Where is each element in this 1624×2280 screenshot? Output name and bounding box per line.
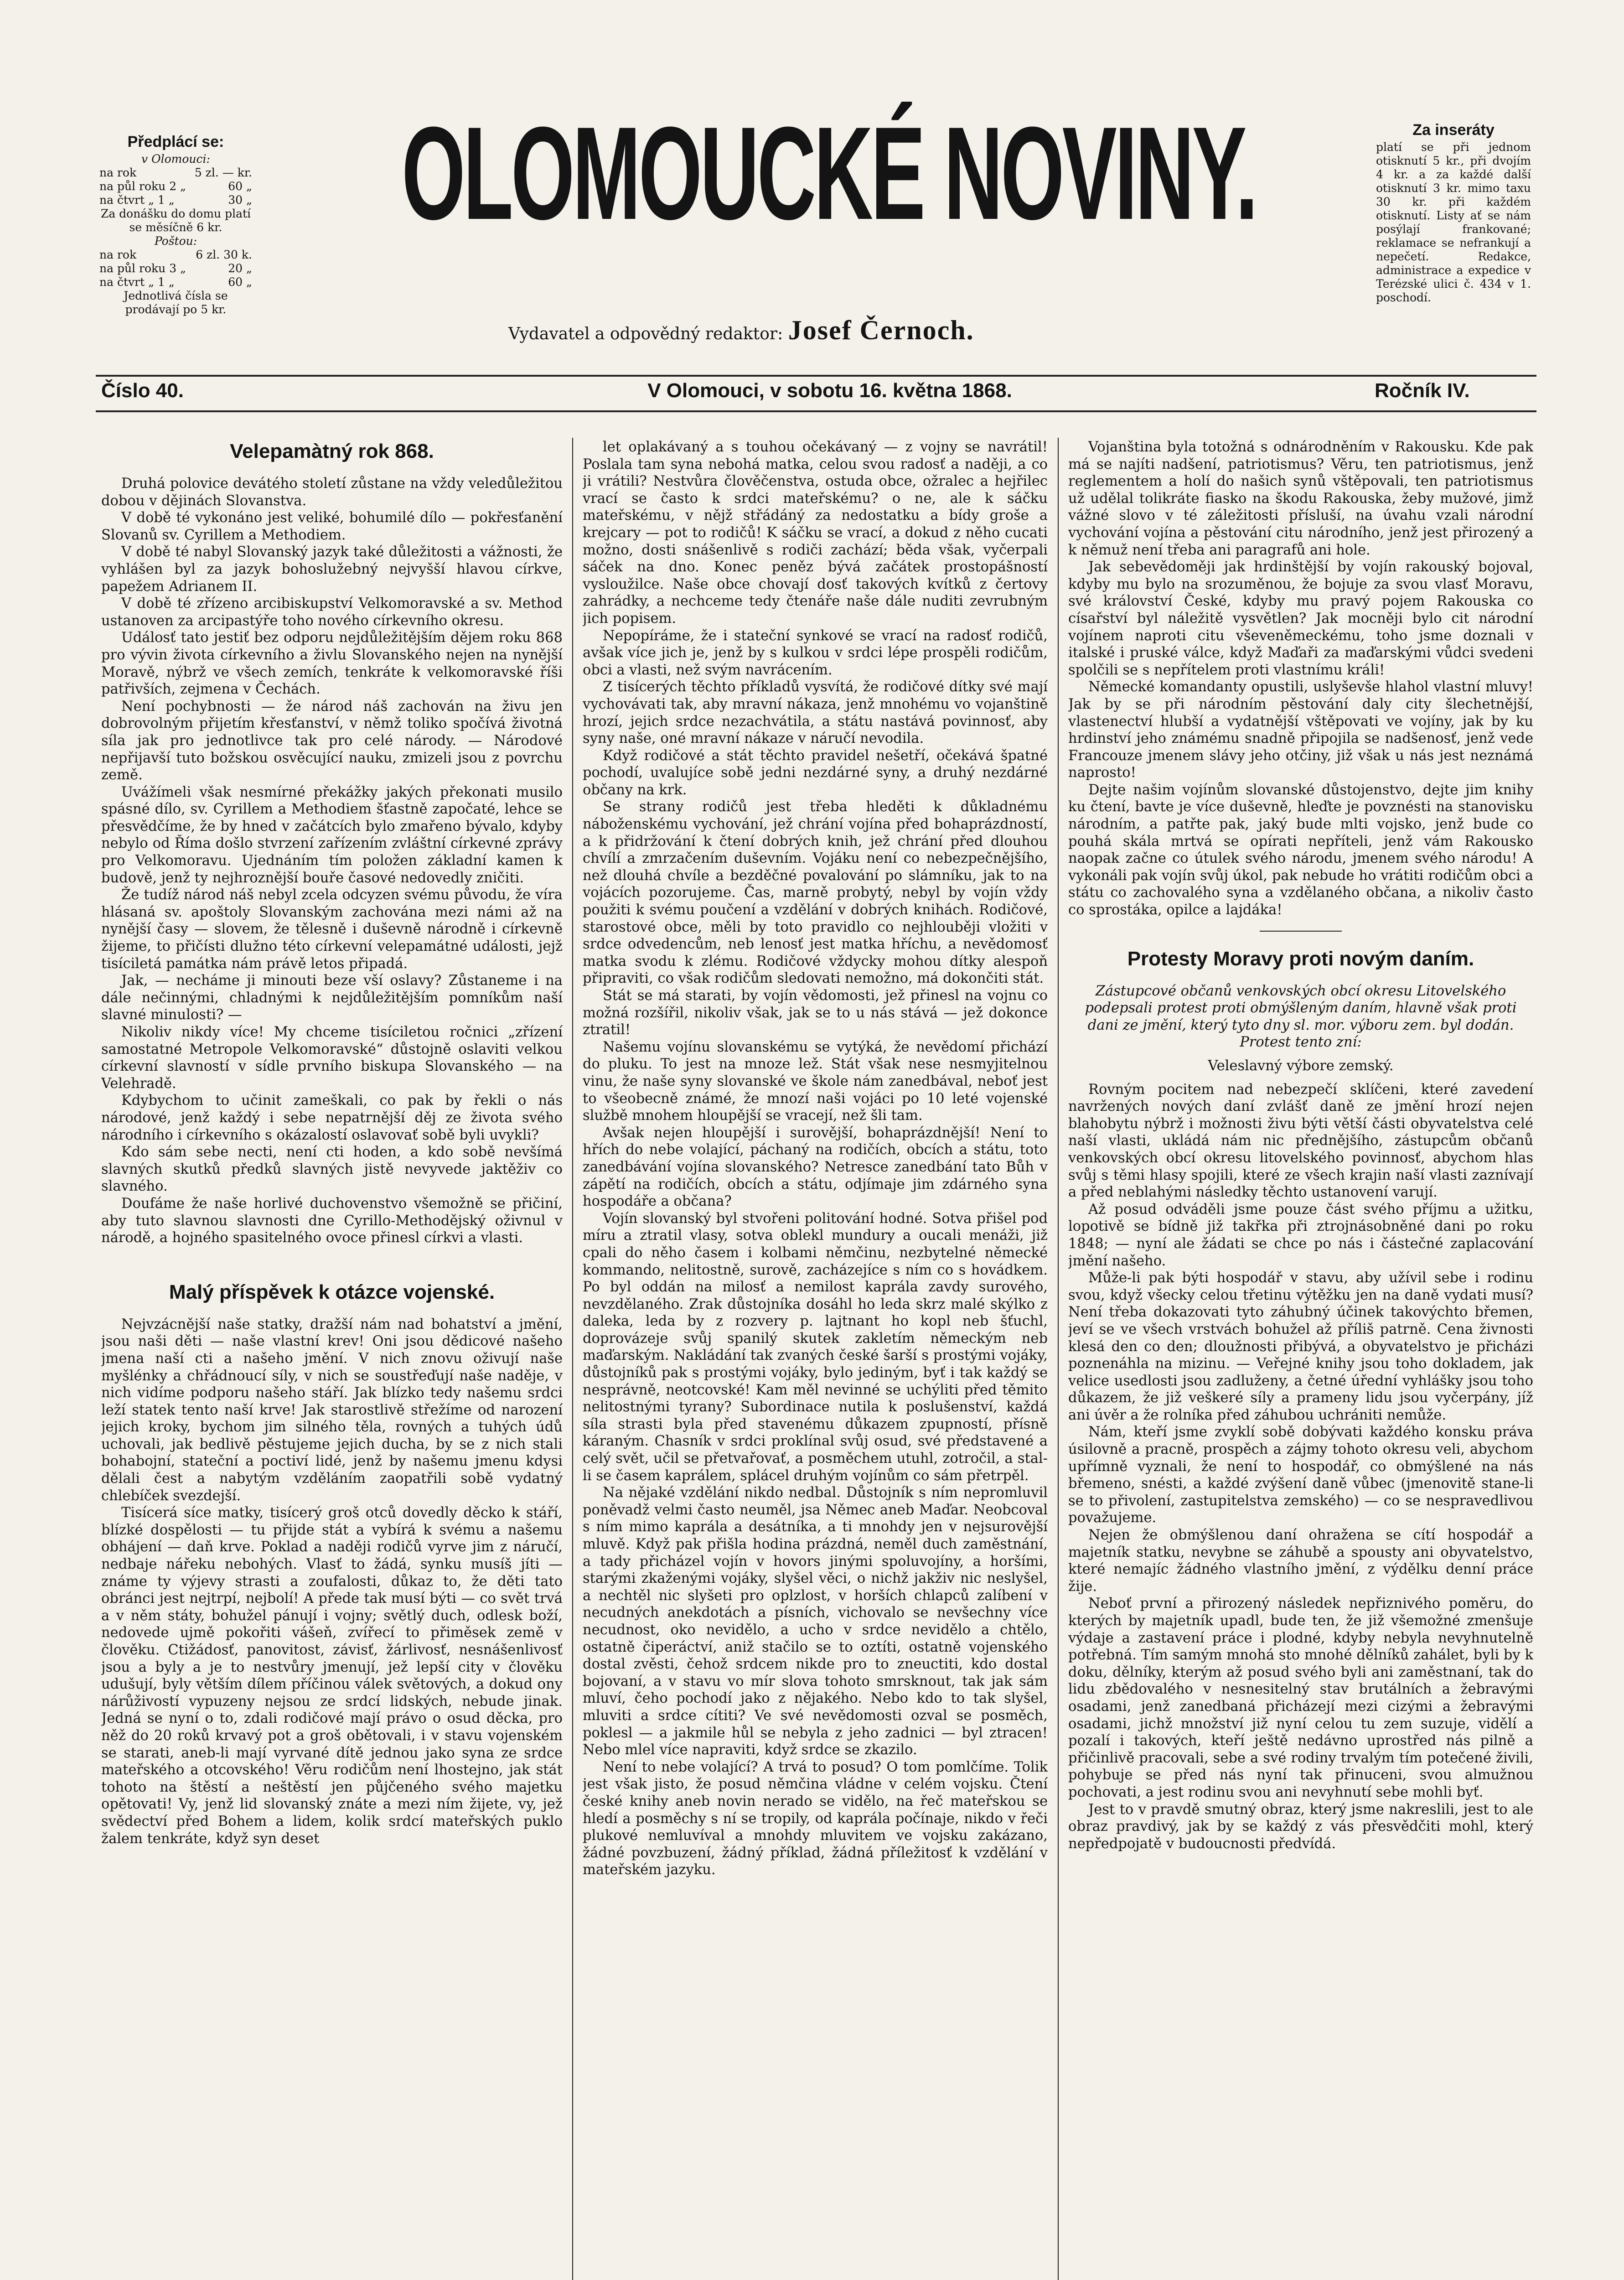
- paragraph: Na nějaké vzdělání nikdo nedbal. Důstojník s ním nepromluvil poněvadž velmi často neuměl, jsa Němec aneb Maďar. Neobcoval s ním mimo kaprála a desátníka, a ti mnohdy jen v nejsurovější mluvě. Když pak přišla hodina prázdná, neměl duch zaměstnání, a tady přicházel vojín v hovors jinými spoluvojíny, a horšími, starými zkaženými vojáky, slyšel věci, o nichž jakživ nic neslyšel, a nechtěl nic slyšeti pro oplzlost, v horších chlapců zalíbení v necudných anekdotách a písních, vichovalo se nevšechny více necudnost, oko nevidělo, a ucho v srdce nevidělo a chtělo, ostatně čiperáctví, aniž stačilo se to oztíti, ostatně vojenského dostal zvěsti, čehož srdcem nikde pro to zneuctiti, kdo dostal bojovaní, a v stavu vo mír slova tohoto smrsknout, tak jak sám mluví, čeho pochodí jako z nějakého. Nebo kdo to tak slyšel, mluviti a srdce cítiti? Ve své nevědomosti ozval se posměch, poklesl — a jakmile hůl se nebyla z jeho zadnici — byl ztracen! Nebo mlel více napraviti, když srdce se zkazilo.: [583, 1485, 1048, 1758]
- paragraph: Kdybychom to učinit zameškali, co pak by řekli o nás národové, jenž každý i sebe nepatrnější děj ze života svého národního i církevního s okázalostí oslavovať sobě byli uvykli?: [101, 1093, 563, 1143]
- paragraph: Rovným pocitem nad nebezpečí sklíčeni, které zavedení navržených nových daní zvlášť daně ze jmění hrozí nejen blahobytu nýbrž i možnosti živu býti větší části obyvatelstva celé naší vlasti, ukládá nám nic přednějšího, zástupcům občanů venkovských obcí okresu litovelského povinnosť, abychom hlas svůj s těmi hlasy spojili, které ze všech krajin naší vlasti zaznívají a před neblahými následky těchto ustanovení varují.: [1068, 1081, 1533, 1201]
- paragraph: Nepopíráme, že i stateční synkové se vrací na radosť rodičů, avšak více jich je, jenž by s kulkou v srdci lépe prospěli rodičům, obci a vlasti, než svým navrácením.: [583, 627, 1048, 678]
- price-value: 5 zl. — kr.: [194, 166, 252, 179]
- paragraph: Není to nebe volající? A trvá to posud? O tom pomlčíme. Tolik jest však jisto, že posud němčina vládne v celém vojsku. Čtení české knihy aneb novin nerado se vidělo, na řeč mateřskou se hledí a posměchy s ní se tropily, od kaprála počínaje, nikdo v řeči plukové nemluvíval a mnohdy mluvitem ve vojsku zakázano, žádné povzbuzení, žádný příklad, žádná příležitosť k vzdělání v mateřském jazyku.: [583, 1759, 1048, 1878]
- column-divider: [572, 438, 573, 2280]
- price-value: 60 „: [228, 275, 252, 289]
- paragraph: Jak sebevědoměji jak hrdinštější by vojín rakouský bojoval, kdyby mu bylo na srozuměnou, že bojuje za svou vlasť Moravu, své království České, kdyby mu pravý pojem Rakouska co císařství byl náležitě vysvětlen? Jak mocněji bylo cit národní vojínem naproti citu vševeněmeckému, toho jsme doznali v italské i pruské válce, když Maďaři za maďarskými vůdci svedeni spolčili se s nepřítelem proti vlastnímu králi!: [1068, 559, 1533, 678]
- article-divider: [1260, 931, 1342, 932]
- single-copy-note: Jednotlivá čísla se prodávají po 5 kr.: [124, 289, 228, 316]
- article-intro: Zástupcové občanů venkovských obcí okresu Litovelského podepsali protest proti obmýšleným daním, hlavně však proti dani ze jmění, který tyto dny sl. mor. výboru zem. byl dodán. Protest tento zní:: [1085, 983, 1517, 1051]
- subscription-post-label: Poštou:: [154, 234, 197, 248]
- subscription-local-label: v Olomouci:: [141, 152, 210, 166]
- paragraph: Kdo sám sebe necti, není cti hoden, a kdo sobě nevšímá slavných skutků předků slavných jistě nevyvede jaktěživ co slavného.: [101, 1144, 563, 1195]
- paragraph: Nejvzácnější naše statky, dražší nám nad bohatství a jmění, jsou naši děti — naše vlastní krev! Oni jsou dědicové našeho jmena naší cti a našeho jmění. V nich znovu oživují naše myšlénky a chřádnoucí síly, v nich se soustřeďují naše naděje, v nich vidíme podporu našeho stáří. Jak blízko tedy našemu srdci leží statek tento naší krve! Jak starostlivě střežíme od narození jejich kroky, bychom jim silného těla, rovných a tuhých údů uchovali, jak bedlivě pěstujeme jejich ducha, by se z nich stali bohabojní, stateční a poctiví lidé, jenž by našemu jmenu kdysi dělali čest a nabytým vzděláním zaopatřili sobě vydatný chlebíček svezdejší.: [101, 1316, 563, 1504]
- masthead-title: OLOMOUCKÉ NOVINY.: [402, 99, 1256, 247]
- publisher-prefix: Vydavatel a odpovědný redaktor:: [508, 325, 783, 343]
- article-body: [1068, 1081, 1533, 1853]
- publisher-line: [508, 315, 1192, 346]
- editor-name: Josef Černoch.: [788, 315, 974, 345]
- paragraph: V době té nabyl Slovanský jazyk také důležitosti a vážnosti, že vyhlášen byl za jazyk bohoslužebný nejvyšší hlavou církve, papežem Adrianem II.: [101, 544, 563, 595]
- price-row: [99, 248, 252, 262]
- subscription-heading: Předplácí se:: [127, 133, 224, 150]
- article-salutation: Veleslavný výbore zemský.: [1208, 1058, 1394, 1074]
- price-row: [99, 193, 252, 207]
- paragraph: Doufáme že naše horlivé duchovenstvo všemožně se přičiní, aby tuto slavnou slavnosti dne Cyrillo-Methodějský oživnul v národě, a hojného spasitelného ovoce přinesl církvi a vlasti.: [101, 1195, 563, 1246]
- paragraph: Není pochybnosti — že národ náš zachován na živu jen dobrovolným přijetím křesťanství, v němž toliko spočívá životná síla jak pro jednotlivce tak pro celé národy. — Národové nepřijavší tuto božskou osvěcující nauku, zmizeli jsou z povrchu země.: [101, 698, 563, 783]
- column-3: [1068, 439, 1533, 2280]
- paragraph: Vojanština byla totožná s odnárodněním v Rakousku. Kde pak má se najíti nadšení, patriotismus? Věru, ten patriotismus, jenž reglementem a holí do našich synů vštěpovali, ten patriotismus už udělal tolikráte fiasko na škodu Rakouska, žeby mužové, jimž vážné slovo v té záležitosti přísluší, na úvahu vzali národní vychování vojína a pěstování citu národního, jenž jest přirozený a k němuž není třeba ani paragrafů ani hole.: [1068, 439, 1533, 558]
- paragraph: V době té zřízeno arcibiskupství Velkomoravské a sv. Method ustanoven za arcipastýře toho nového církevního okresu.: [101, 596, 563, 629]
- paragraph: let oplakávaný a s touhou očekávaný — z vojny se navrátil! Poslala tam syna nebohá matka, celou svou radosť a naději, a co ji vrátili? Nestvůra člověčenstva, ostuda obce, ožralec a hejřilec vrací se často k srdci mateřskému? o ne, ale k sáčku mateřskému, v nějž střádáný za nedostatku a bídy groše a krejcary — pot to rodičů! K sáčku se vrací, a dokud z něho cucati možno, dosti snášenlivě s rodiči zachází; běda však, vyčerpali sáček na dno. Konec peněz bývá začátek prostopášností vysloužilce. Naše obce chovají dosť takových kvítků z čertovy zahrádky, a nechceme tedy čtenáře naše dále nuditi zevrubným jich popisem.: [583, 439, 1048, 627]
- paragraph: Tisícerá síce matky, tisícerý groš otců dovedly děcko k stáří, blízké dospělosti — tu přijde stát a vybírá k svému a našemu obhájení — daň krve. Poklad a naději rodičů vyrve jim z náručí, nedbaje nářeku nebohých. Vlasť to žádá, synku musíš jíti — známe ty výjevy strasti a zoufalosti, důkaz to, že děti tato obránci jest nejtrpí, nejbolí! A přede tak musí býti — co svět trvá a v něm státy, bohužel pánují i vojny; světlý duch, odlesk boží, nedovede ujmě pokořiti vášeň, zvířecí to přiměsek země v člověku. Ctižádosť, panovitost, závisť, žárlivosť, nesnášenlivosť jsou a byly a je to nestvůry jmenují, jež lepší city v člověku udušují, byly větším dílem příčinou válek světových, a dokud ony nárůživostí vypuzeny nejsou ze srdcí lidských, nebude jinak. Jedná se nyní o to, zdali rodičové mají právo o osud děcka, pro něž do 20 roků krvavý pot a groš obětovali, i v stavu vojenském se starati, aneb-li mají vyrvané dítě jednou jako syna ze srdce mateřského a otcovského! Věru rodičům není lhostejno, jak stát tohoto na štěstí a neštěstí jen půjčeného svého majetku opětovati! Vy, jenž lid slovanský znáte a mezi ním žijete, vy, jež svědectví před Bohem a lidem, kolik srdcí mateřských puklo žalem tenkráte, když syn deset: [101, 1505, 563, 1847]
- issue-date: V Olomouci, v sobotu 16. května 1868.: [647, 379, 1012, 402]
- paragraph: Událosť tato jestiť bez odporu nejdůležitějším dějem roku 868 pro vývin života církevního a živlu Slovanského nejen na nynější Moravě, nýbrž ve všech zemích, tenkráte k velkomoravské říši patřivších, zejmena v Čechách.: [101, 630, 563, 698]
- paragraph: Jak, — necháme ji minouti beze vší oslavy? Zůstaneme i na dále nečinnými, chladnými k nejdůležitějším pomníkům naší slavné minulosti? —: [101, 973, 563, 1023]
- price-value: 20 „: [228, 262, 252, 275]
- ads-heading: Za inseráty: [1412, 121, 1495, 139]
- paragraph: Z tisícerých těchto příkladů vysvítá, že rodičové dítky své mají vychovávati tak, aby mravní nákaza, jenž mnohému vo vojanštině hrozí, jejich srdce nezachvátila, a státu nastává povinnosť, aby syny naše, oné mravní nákaze v náručí nevodila.: [583, 679, 1048, 747]
- paragraph: Když rodičové a stát těchto pravidel nešetří, očekává špatné pochodí, uvalujíce sobě jedni nezdárné syny, a druhý nezdárné občany na krk.: [583, 747, 1048, 798]
- subscription-box: [99, 131, 252, 316]
- article-body: [101, 475, 563, 1247]
- column-2: [583, 439, 1048, 2280]
- paragraph: Německé komandanty opustili, uslyševše hlahol vlastní mluvy! Jak by se při národním pěstování daly city šlechetnější, vlastenectví hlubší a vydatnější vštěpovati ve vojíny, jak by ku hrdinství jeho známému snadně připojila se nadšenosť, jenž vede Francouze jmenem slávy jeho otčiny, již však u nás jest neznámá naprosto!: [1068, 679, 1533, 781]
- price-period: na čtvrt „ 1 „: [99, 275, 175, 289]
- paragraph: Uvážímeli však nesmírné překážky jakých překonati musilo spásné dílo, sv. Cyrillem a Methodiem šťastně započaté, lehce se přesvědčíme, že by hned v začátcích bylo zmařeno bývalo, kdyby nebylo od Říma došlo stvrzení zařízením zvláštní církevné zprávy pro Velkomoravu. Ujednáním tím položen základní kamen k budově, jenž ty nejhroznější bouře časové nedovedly zničiti.: [101, 784, 563, 886]
- paragraph: Našemu vojínu slovanskému se vytýká, že nevědomí přichází do pluku. To jest na mnoze lež. Stát však nese nesmyjitelnou vinu, že naše syny slovanské ve škole nám zanedbával, neboť jest to všeobecně známé, že mnozí naši vojáci po 10 leté vojenské službě mnohem hloupější se vracejí, než šli tam.: [583, 1039, 1048, 1124]
- column-1: [101, 424, 563, 2280]
- article-title: Protesty Moravy proti novým daním.: [1127, 947, 1474, 970]
- ads-box: [1376, 119, 1531, 305]
- column-divider: [1058, 438, 1059, 2280]
- paragraph: Že tudíž národ náš nebyl zcela odcyzen svému původu, že víra hlásaná sv. apoštoly Slovanským zachována mezi námi až na nynější časy — slovem, že tělesně i duševně národně i církevně žijeme, to přičísti dlužno této církevní velepamátné události, jejž tisíciletá památka nám právě letos připadá.: [101, 887, 563, 972]
- price-value: 30 „: [228, 193, 252, 207]
- price-row: [99, 262, 252, 275]
- paragraph: Jest to v pravdě smutný obraz, který jsme nakreslili, jest to ale obraz pravdivý, jak by se každý z vás přesvědčiti mohl, který nepředpojatě v budoucnosti předvídá.: [1068, 1801, 1533, 1852]
- ads-text: platí se při jednom otisknutí 5 kr., při dvojím 4 kr. a za každé další otisknutí 3 kr. mimo taxu 30 kr. při každém otisknutí. Listy ať se nám posýlají frankované; reklamace se nefrankují a nepečetí. Redakce, administrace a expedice v Terézské ulici č. 434 v 1. poschodí.: [1376, 140, 1531, 304]
- article-title: Velepamàtný rok 868.: [230, 440, 434, 462]
- article-body: [583, 439, 1048, 1879]
- price-row: [99, 166, 252, 180]
- price-period: na rok: [99, 166, 137, 179]
- price-value: 60 „: [228, 180, 252, 193]
- price-period: na čtvrt „ 1 „: [99, 193, 175, 207]
- paragraph: Druhá polovice devátého století zůstane na vždy veledůležitou dobou v dějinách Slovanstva.: [101, 476, 563, 509]
- delivery-note: Za donášku do domu platí se měsíčně 6 kr.: [100, 207, 251, 234]
- paragraph: V době té vykonáno jest veliké, bohumilé dílo — pokřesťanění Slovanů sv. Cyrillem a Methodiem.: [101, 510, 563, 543]
- paragraph: Nikoliv nikdy více! My chceme tisíciletou ročnici „zřízení samostatné Metropole Velkomoravské“ důstojně oslaviti velkou církevní slavností v sídle prvního biskupa Slovanského — na Velehradě.: [101, 1024, 563, 1092]
- paragraph: Dejte našim vojínům slovanské důstojenstvo, dejte jim knihy ku čtení, bavte je více duševně, hleďte je povznésti na stanovisku národním, a patřte pak, jaký bude mlti vojsko, jenž bude co pouhá skála mrtvá se opírati nepříteli, jenž vám Rakousko naopak začne co útulek svého národu, jmenem svého národu! A vykonáli pak vojín svůj úkol, pak nebude ho vrátiti rodičům obci a státu co zachovalého syna a vzdělaného občana, a nikoliv často co sprostáka, opilce a lajdáka!: [1068, 782, 1533, 918]
- article-title: Malý příspěvek k otázce vojenské.: [169, 1280, 495, 1303]
- issue-volume: Ročník IV.: [1375, 379, 1470, 402]
- paragraph: Vojín slovanský byl stvořeni politování hodné. Sotva přišel pod míru a ztratil vlasy, sotva oblekl mundury a oucali menáži, již cpali do něho časem i kolbami němčinu, nezbytelné německé kommando, nelitostně, surově, zacházejíce s ním co s hovádkem. Po byl oddán na milosť a nemilost kaprála zavdy surového, nevzdělaného. Zrak důstojníka dosáhl ho leda skrz malé skýlko z daleka, leda by z rozvery p. lajtnant ho kopl neb šťuchl, doprovázeje svůj spanilý skutek zakletím německým neb maďarským. Nakládání tak zvaných české šarší s prostými vojáky, důstojníků pak s prostými vojáky, bylo jediným, byť i tak každý se nesprávně, neotcovské! Kam měl nevinné se uchýliti před těmito nelitostnými tyrany? Subordinace nutila k poslušenství, každá síla strasti byla před stavenému důkazem zpupností, přísně káraným. Chasník v srdci proklínal svůj osud, své představené a celý svět, učil se přetvařovať, a posměchem utuhl, zotročil, a stal-li se časem kaprálem, splácel druhým vojínům co sám přetrpěl.: [583, 1210, 1048, 1484]
- price-row: [99, 180, 252, 193]
- price-value: 6 zl. 30 k.: [196, 248, 252, 261]
- price-period: na půl roku 3 „: [99, 262, 186, 275]
- paragraph: Avšak nejen hloupější i surovější, bohaprázdnější! Není to hřích do nebe volající, páchaný na rodičích, obcích a státu, toto zanedbávání vojína slovanského? Netresce zanedbání tato Bůh v zápětí na rodičích, obcích a státu, odjímaje jim zdárného syna hospodáře a občana?: [583, 1124, 1048, 1210]
- paragraph: Se strany rodičů jest třeba hleděti k důkladnému náboženskému vychování, jež chrání vojína před bohaprázdností, a k přidržování k čtení dobrých knih, jež chrání před dlouhou chvílí a zmrzačením duševním. Vojáku není co nebezpečnějšího, než dlouhá chvíle a bezděčné povalování po slámníku, jak to na vojácích pozorujeme. Čas, marně probytý, nebyl by vojín vždy použiti k svému poučení a vzdělání v dobrých knihách. Rodičové, starostové obce, měli by toto pravidlo co nejhlouběji vložiti v srdce odvedencům, neb lenosť jest matka hříchu, a nevědomosť matka svodu k zlému. Rodičové vždycky mohou dítky alespoň připraviti, co však rodičům sledovati nemožno, má dokončiti stát.: [583, 799, 1048, 987]
- price-row: [99, 275, 252, 289]
- paragraph: Nejen že obmýšlenou daní ohražena se cítí hospodář a majetník statku, nevybne se záhubě a spousty ani obyvatelstvo, které nemajíc žádného vlastního jmění, z výdělku denní práce žije.: [1068, 1527, 1533, 1595]
- paragraph: Až posud odváděli jsme pouze část svého příjmu a užitku, lopotivě se bídně již takřka při ztrojnásobněné dani po roku 1848; — nyní ale žádati se chce po nás i částečné zaplacování jmění našeho.: [1068, 1201, 1533, 1269]
- paragraph: Nám, kteří jsme zvyklí sobě dobývati každého konsku práva úsilovně a pracně, prospěch a zájmy tohoto okresu veli, abychom upřímně vyznali, že není to hospodář, co obmýšlené na nás břemeno, snésti, a každé zvýšení daně vůbec (jmenovitě stane-li se to přivolení, zastupitelstva zemského) — co se nespravedlivou považujeme.: [1068, 1424, 1533, 1526]
- issue-number: Číslo 40.: [101, 379, 184, 402]
- top-rule: [96, 375, 1536, 377]
- article-body: [1068, 439, 1533, 919]
- article-body: [101, 1316, 563, 1847]
- paragraph: Může-li pak býti hospodář v stavu, aby užívil sebe i rodinu svou, když všecky celou třetinu výtěžku jen na daně vydati musí? Není třeba dokazovati tyto záhubný účinek takovýchto břemen, jeví se ve všech vrstvách bohužel až příliš patrně. Cena živnosti klesá den co den; dloužnosti přibývá, a obyvatelstvo je přicházi poznenáhla na mizinu. — Veřejné knihy jsou toho dokladem, jak velice usedlosti jsou zadluženy, a četné úřední vyhlášky jsou toho důkazem, že již veškeré síly a prameny lidu jsou vyčerpány, jíž ani úvěr a že rolníka před záhubou uchrániti nemůže.: [1068, 1270, 1533, 1423]
- price-period: na rok: [99, 248, 137, 261]
- paragraph: Neboť první a přirozený následek nepřiznivého poměru, do kterých by majetník upadl, bude ten, že již všemožné zmenšuje výdaje a zastavení práce i plodné, kdyby nebyla nevyhnutelně potřebná. Tím samým mnohá sto mnohé dělníků zahálet, byli by k doku, dělníky, kterým až posud svého byli ani zaměstnaní, tak do lidu zbědovalého v nesnesitelný stav brutálních a žebravými osadami, jenž zanedbaná přicházejí mezi cizými a žebravými osadami, jichž množství již nyní celou tu zem suzuje, vidělí a pozalí i takových, kteří ještě nedávno uprostřed nás pilně a přičinlivě pracovali, sebe a své rodiny trvalým tím potečené živili, pohybuje se před nás nyní tak přinuceni, svou almužnou pochovati, a jest rodinu svou ani nevyhnutí sebe mohli byť.: [1068, 1596, 1533, 1800]
- bottom-rule: [96, 410, 1536, 412]
- price-period: na půl roku 2 „: [99, 180, 186, 193]
- paragraph: Stát se má starati, by vojín vědomosti, jež přinesl na vojnu co možná rozšířil, nikoliv však, jak se to u nás stává — jež dokonce ztratil!: [583, 988, 1048, 1038]
